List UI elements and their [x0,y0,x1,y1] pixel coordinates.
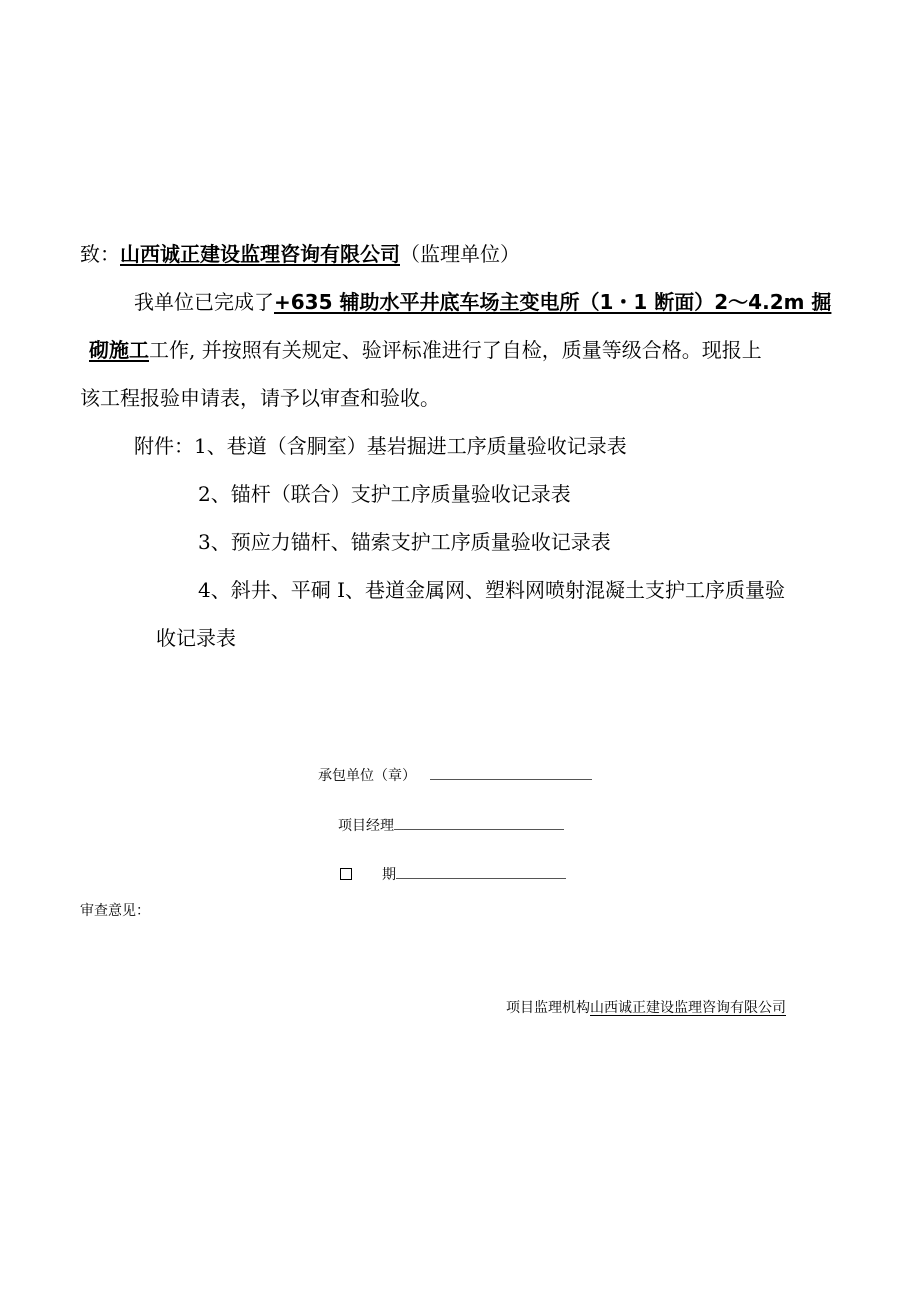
checkbox-icon [340,868,352,880]
date-blank [396,864,566,879]
attachment-line-3 [198,530,611,554]
body-text-2: 工作, 并按照有关规定、验评标准进行了自检，质量等级合格。现报上 [149,338,762,362]
manager-signature-blank [394,815,564,830]
review-line [80,902,150,920]
contractor-label: 承包单位（章） [318,768,416,784]
supervisor-line [506,999,786,1017]
body-text-3: 该工程报验申请表，请予以审查和验收。 [80,386,440,410]
supervisor-company: 山西诚正建设监理咨询有限公司 [590,1000,786,1016]
project-name-part2: 砌施工 [89,338,149,362]
supervisor-company-name: 山西诚正建设监理咨询有限公司 [120,242,400,266]
attachment-line-4 [198,578,785,602]
date-label: 期 [382,867,396,883]
attachment-item: 3、预应力锚杆、锚索支护工序质量验收记录表 [198,530,611,554]
attachment-line-5 [156,626,236,650]
address-line [80,242,520,266]
contractor-signature-line [318,765,592,785]
body-line-2 [89,338,762,362]
intro-text: 我单位已完成了 [134,290,274,314]
manager-signature-line [338,815,564,835]
project-name-part1: +635 辅助水平井底车场主变电所（1・1 断面）2～4.2m 掘 [274,290,832,314]
attachment-item: 4、斜井、平硐 I、巷道金属网、塑料网喷射混凝土支护工序质量验 [198,578,785,602]
attachment-item-continued: 收记录表 [156,626,236,650]
contractor-signature-blank [430,765,592,780]
review-label: 审查意见： [80,903,150,919]
manager-label: 项目经理 [338,818,394,834]
attachments-label: 附件： [134,434,194,458]
attachment-line-1 [134,434,627,458]
supervisor-label: 项目监理机构 [506,1000,590,1016]
body-line-1 [134,290,831,314]
date-line [340,864,566,884]
attachment-line-2 [198,482,571,506]
address-prefix: 致： [80,242,120,266]
address-suffix: （监理单位） [400,242,520,266]
attachment-item: 2、锚杆（联合）支护工序质量验收记录表 [198,482,571,506]
attachment-item: 1、巷道（含胴室）基岩掘进工序质量验收记录表 [194,434,627,458]
body-line-3 [80,386,440,410]
